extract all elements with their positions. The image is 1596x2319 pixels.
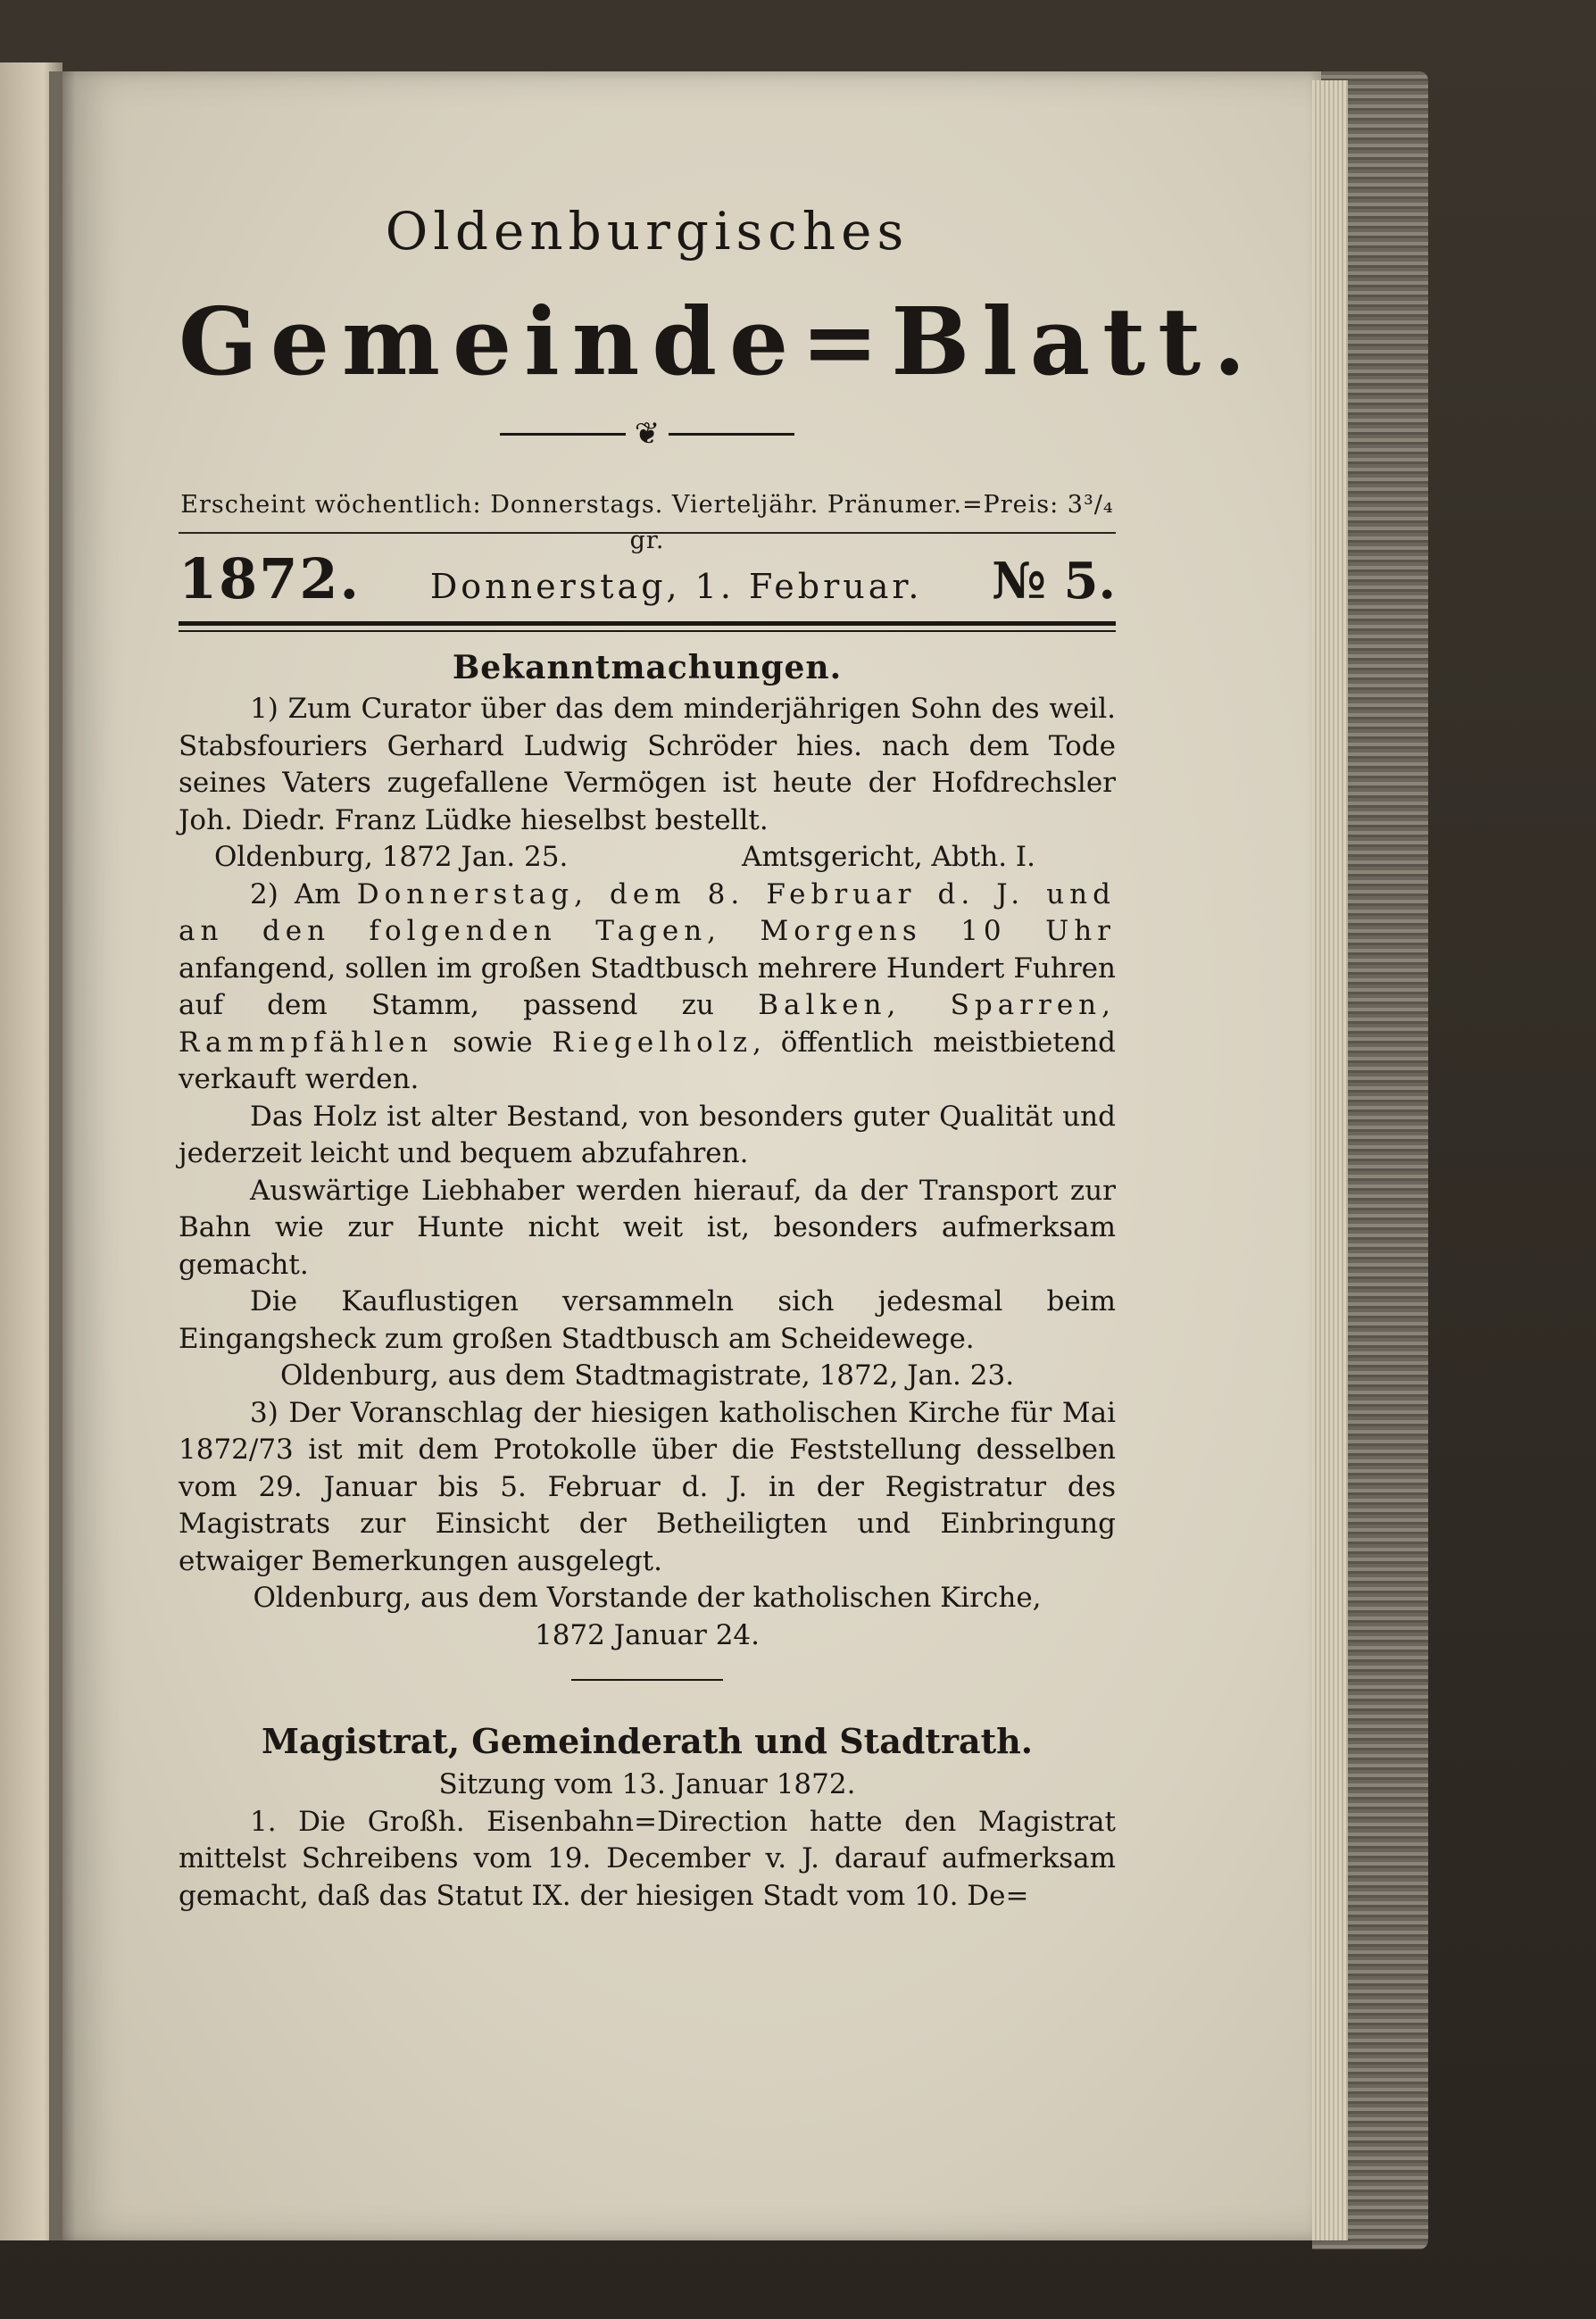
announcement-2-place: Oldenburg, aus dem Stadtmagistrate, 1872, Jan. 23. xyxy=(279,1359,1015,1392)
announcement-2-a: 2) Am xyxy=(250,877,357,910)
issue-year: 1872. xyxy=(179,546,362,611)
announcement-2-buyers: Auswärtige Liebhaber werden hierauf, da der Transport zur Bahn wie zur Hunte nicht weit ist, besonders aufmerksam gemacht. xyxy=(179,1174,1116,1281)
announcement-2-meeting: Die Kauflustigen versammeln sich jedesmal beim Eingangsheck zum großen Stadtbusch am Scheidewege. xyxy=(179,1285,1116,1355)
session-date: Sitzung vom 13. Januar 1872. xyxy=(438,1768,856,1800)
page-content xyxy=(179,196,1259,1915)
issue-date: Donnerstag, 1. Februar. xyxy=(429,567,923,606)
announcement-3-place: Oldenburg, aus dem Vorstande der katholischen Kirche, xyxy=(253,1582,1042,1614)
ornament-line-left xyxy=(500,433,626,436)
publication-subhead: Erscheint wöchentlich: Donnerstags. Vierteljähr. Pränumer.=Preis: 3³/₄ gr. xyxy=(180,491,1114,554)
announcement-3-date: 1872 Januar 24. xyxy=(534,1618,761,1651)
announcement-2-d: Balken, Sparren, Rammpfählen xyxy=(179,989,1116,1059)
announcement-3: 3) Der Voranschlag der hiesigen katholischen Kirche für Mai 1872/73 ist mit dem Protokolle über die Feststellung desselben vom 29. Januar bis 5. Februar d. J. in der Registratur des Magistrats zur Einsicht der Betheiligten und Einbringung etwaiger Bemerkungen ausgelegt. xyxy=(179,1396,1116,1577)
announcement-2-c: anfangend, sollen im großen Stadtbusch mehrere Hundert Fuhren auf dem Stamm, passend zu xyxy=(179,952,1116,1021)
magistrate-item-1: 1. Die Großh. Eisenbahn=Direction hatte den Magistrat mittelst Schreibens vom 19. December v. J. darauf aufmerksam gemacht, daß das Statut IX. der hiesigen Stadt vom 10. De= xyxy=(179,1805,1116,1912)
section-title-magistrate: Magistrat, Gemeinderath und Stadtrath. xyxy=(261,1721,1034,1761)
announcement-2-e: sowie xyxy=(433,1026,553,1059)
announcement-1-place: Oldenburg, 1872 Jan. 25. xyxy=(214,841,569,873)
announcement-1: 1) Zum Curator über das dem minderjährigen Sohn des weil. Stabsfouriers Gerhard Ludwig Schröder hies. nach dem Tode seines Vaters zugefallene Vermögen ist heute der Hofdrechsler Joh. Diedr. Franz Lüdke hieselbst bestellt. xyxy=(179,693,1116,836)
section-title-announcements: Bekanntmachungen. xyxy=(452,649,843,686)
announcement-2-g: , öffentlich meistbietend verkauft werden. xyxy=(179,1026,1116,1095)
issue-number: № 5. xyxy=(992,552,1116,611)
page-stack-edge xyxy=(1312,80,1348,2240)
rule-double xyxy=(179,621,1116,632)
ornament-divider xyxy=(500,416,794,452)
page-gutter xyxy=(49,71,76,2240)
masthead-line1: Oldenburgisches xyxy=(385,201,910,262)
announcement-2-b: Donnerstag, dem 8. Februar d. J. und an den folgenden Tagen, Morgens 10 Uhr xyxy=(179,877,1116,947)
announcement-1-authority: Amtsgericht, Abth. I. xyxy=(741,841,1035,873)
announcement-2-quality: Das Holz ist alter Bestand, von besonders guter Qualität und jederzeit leicht und bequem abzufahren. xyxy=(179,1100,1116,1169)
section-divider xyxy=(571,1679,723,1681)
ornament-icon: ❦ xyxy=(634,416,661,452)
announcement-1-signature xyxy=(179,839,1116,877)
ornament-line-right xyxy=(669,433,794,436)
masthead-title: Gemeinde=Blatt. xyxy=(179,287,1259,396)
announcement-2-f: Riegelholz xyxy=(552,1026,753,1059)
announcement-2 xyxy=(179,877,1116,1099)
